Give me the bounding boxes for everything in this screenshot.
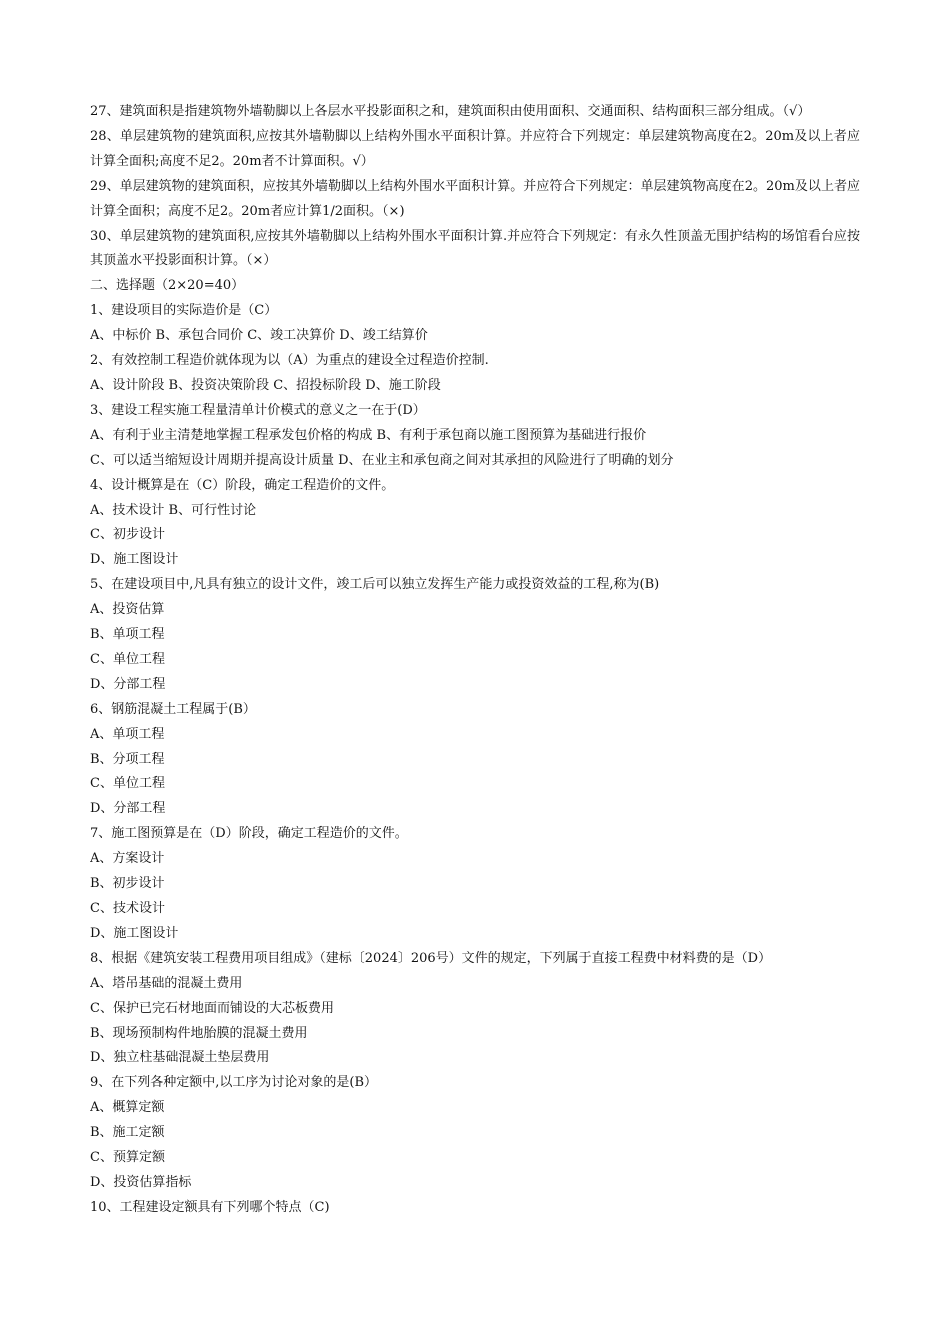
option-6-c: C、单位工程 [90, 776, 165, 792]
question-7: 7、施工图预算是在（D）阶段，确定工程造价的文件。 [90, 826, 408, 842]
question-9: 9、在下列各种定额中,以工序为讨论对象的是(B） [90, 1075, 378, 1091]
question-4: 4、设计概算是在（C）阶段，确定工程造价的文件。 [90, 477, 395, 493]
option-9-c: C、预算定额 [90, 1150, 165, 1166]
question-8: 8、根据《建筑安装工程费用项目组成》（建标〔2024〕206号）文件的规定，下列属于直接工程费中材料费的是（D） [90, 950, 772, 966]
option-4-ab: A、技术设计 B、可行性讨论 [90, 502, 257, 518]
document-page [90, 100, 860, 1221]
question-2: 2、有效控制工程造价就体现为以（A）为重点的建设全过程造价控制. [90, 353, 489, 369]
option-9-b: B、施工定额 [90, 1125, 165, 1141]
option-6-b: B、分项工程 [90, 751, 165, 767]
section-title: 二、选择题（2×20=40） [90, 278, 245, 294]
question-10: 10、工程建设定额具有下列哪个特点（C) [90, 1199, 330, 1215]
option-5-a: A、投资估算 [90, 602, 165, 618]
question-1: 1、建设项目的实际造价是（C） [90, 303, 278, 319]
question-28: 28、单层建筑物的建筑面积,应按其外墙勒脚以上结构外围水平面积计算。并应符合下列规定：单层建筑物高度在2。20m及以上者应计算全面积;高度不足2。20m者不计算面积。√） [90, 128, 860, 169]
option-6-d: D、分部工程 [90, 801, 166, 817]
question-29: 29、单层建筑物的建筑面积，应按其外墙勒脚以上结构外围水平面积计算。并应符合下列规定：单层建筑物高度在2。20m及以上者应计算全面积；高度不足2。20m者应计算1/2面积。（×) [90, 178, 860, 219]
options-2: A、设计阶段 B、投资决策阶段 C、招投标阶段 D、施工阶段 [90, 377, 441, 393]
option-9-a: A、概算定额 [90, 1100, 165, 1116]
option-9-d: D、投资估算指标 [90, 1174, 192, 1190]
question-5: 5、在建设项目中,凡具有独立的设计文件，竣工后可以独立发挥生产能力或投资效益的工程,称为(B) [90, 577, 660, 593]
options-3-ab: A、有利于业主清楚地掌握工程承发包价格的构成 B、有利于承包商以施工图预算为基础进行报价 [90, 427, 647, 443]
option-7-b: B、初步设计 [90, 876, 165, 892]
options-3-cd: C、可以适当缩短设计周期并提高设计质量 D、在业主和承包商之间对其承担的风险进行了明确的划分 [90, 452, 674, 468]
option-5-c: C、单位工程 [90, 651, 165, 667]
option-8-b: B、现场预制构件地胎膜的混凝土费用 [90, 1025, 308, 1041]
option-5-b: B、单项工程 [90, 627, 165, 643]
option-8-d: D、独立柱基础混凝土垫层费用 [90, 1050, 270, 1066]
option-6-a: A、单项工程 [90, 726, 165, 742]
question-3: 3、建设工程实施工程量清单计价模式的意义之一在于(D） [90, 402, 426, 418]
option-7-c: C、技术设计 [90, 901, 165, 916]
option-8-c: C、保护已完石材地面而铺设的大芯板费用 [90, 1000, 334, 1016]
question-6: 6、钢筋混凝土工程属于(B） [90, 701, 256, 717]
option-4-c: C、初步设计 [90, 527, 165, 543]
option-8-a: A、塔吊基础的混凝土费用 [90, 975, 243, 991]
question-30: 30、单层建筑物的建筑面积,应按其外墙勒脚以上结构外围水平面积计算.并应符合下列规定：有永久性顶盖无围护结构的场馆看台应按其顶盖水平投影面积计算。（×） [90, 228, 860, 269]
question-27: 27、建筑面积是指建筑物外墙勒脚以上各层水平投影面积之和，建筑面积由使用面积、交通面积、结构面积三部分组成。（√） [90, 104, 811, 119]
option-7-a: A、方案设计 [90, 851, 165, 867]
option-7-d: D、施工图设计 [90, 925, 179, 941]
option-4-d: D、施工图设计 [90, 552, 179, 568]
option-5-d: D、分部工程 [90, 676, 166, 692]
options-1: A、中标价 B、承包合同价 C、竣工决算价 D、竣工结算价 [90, 328, 428, 344]
